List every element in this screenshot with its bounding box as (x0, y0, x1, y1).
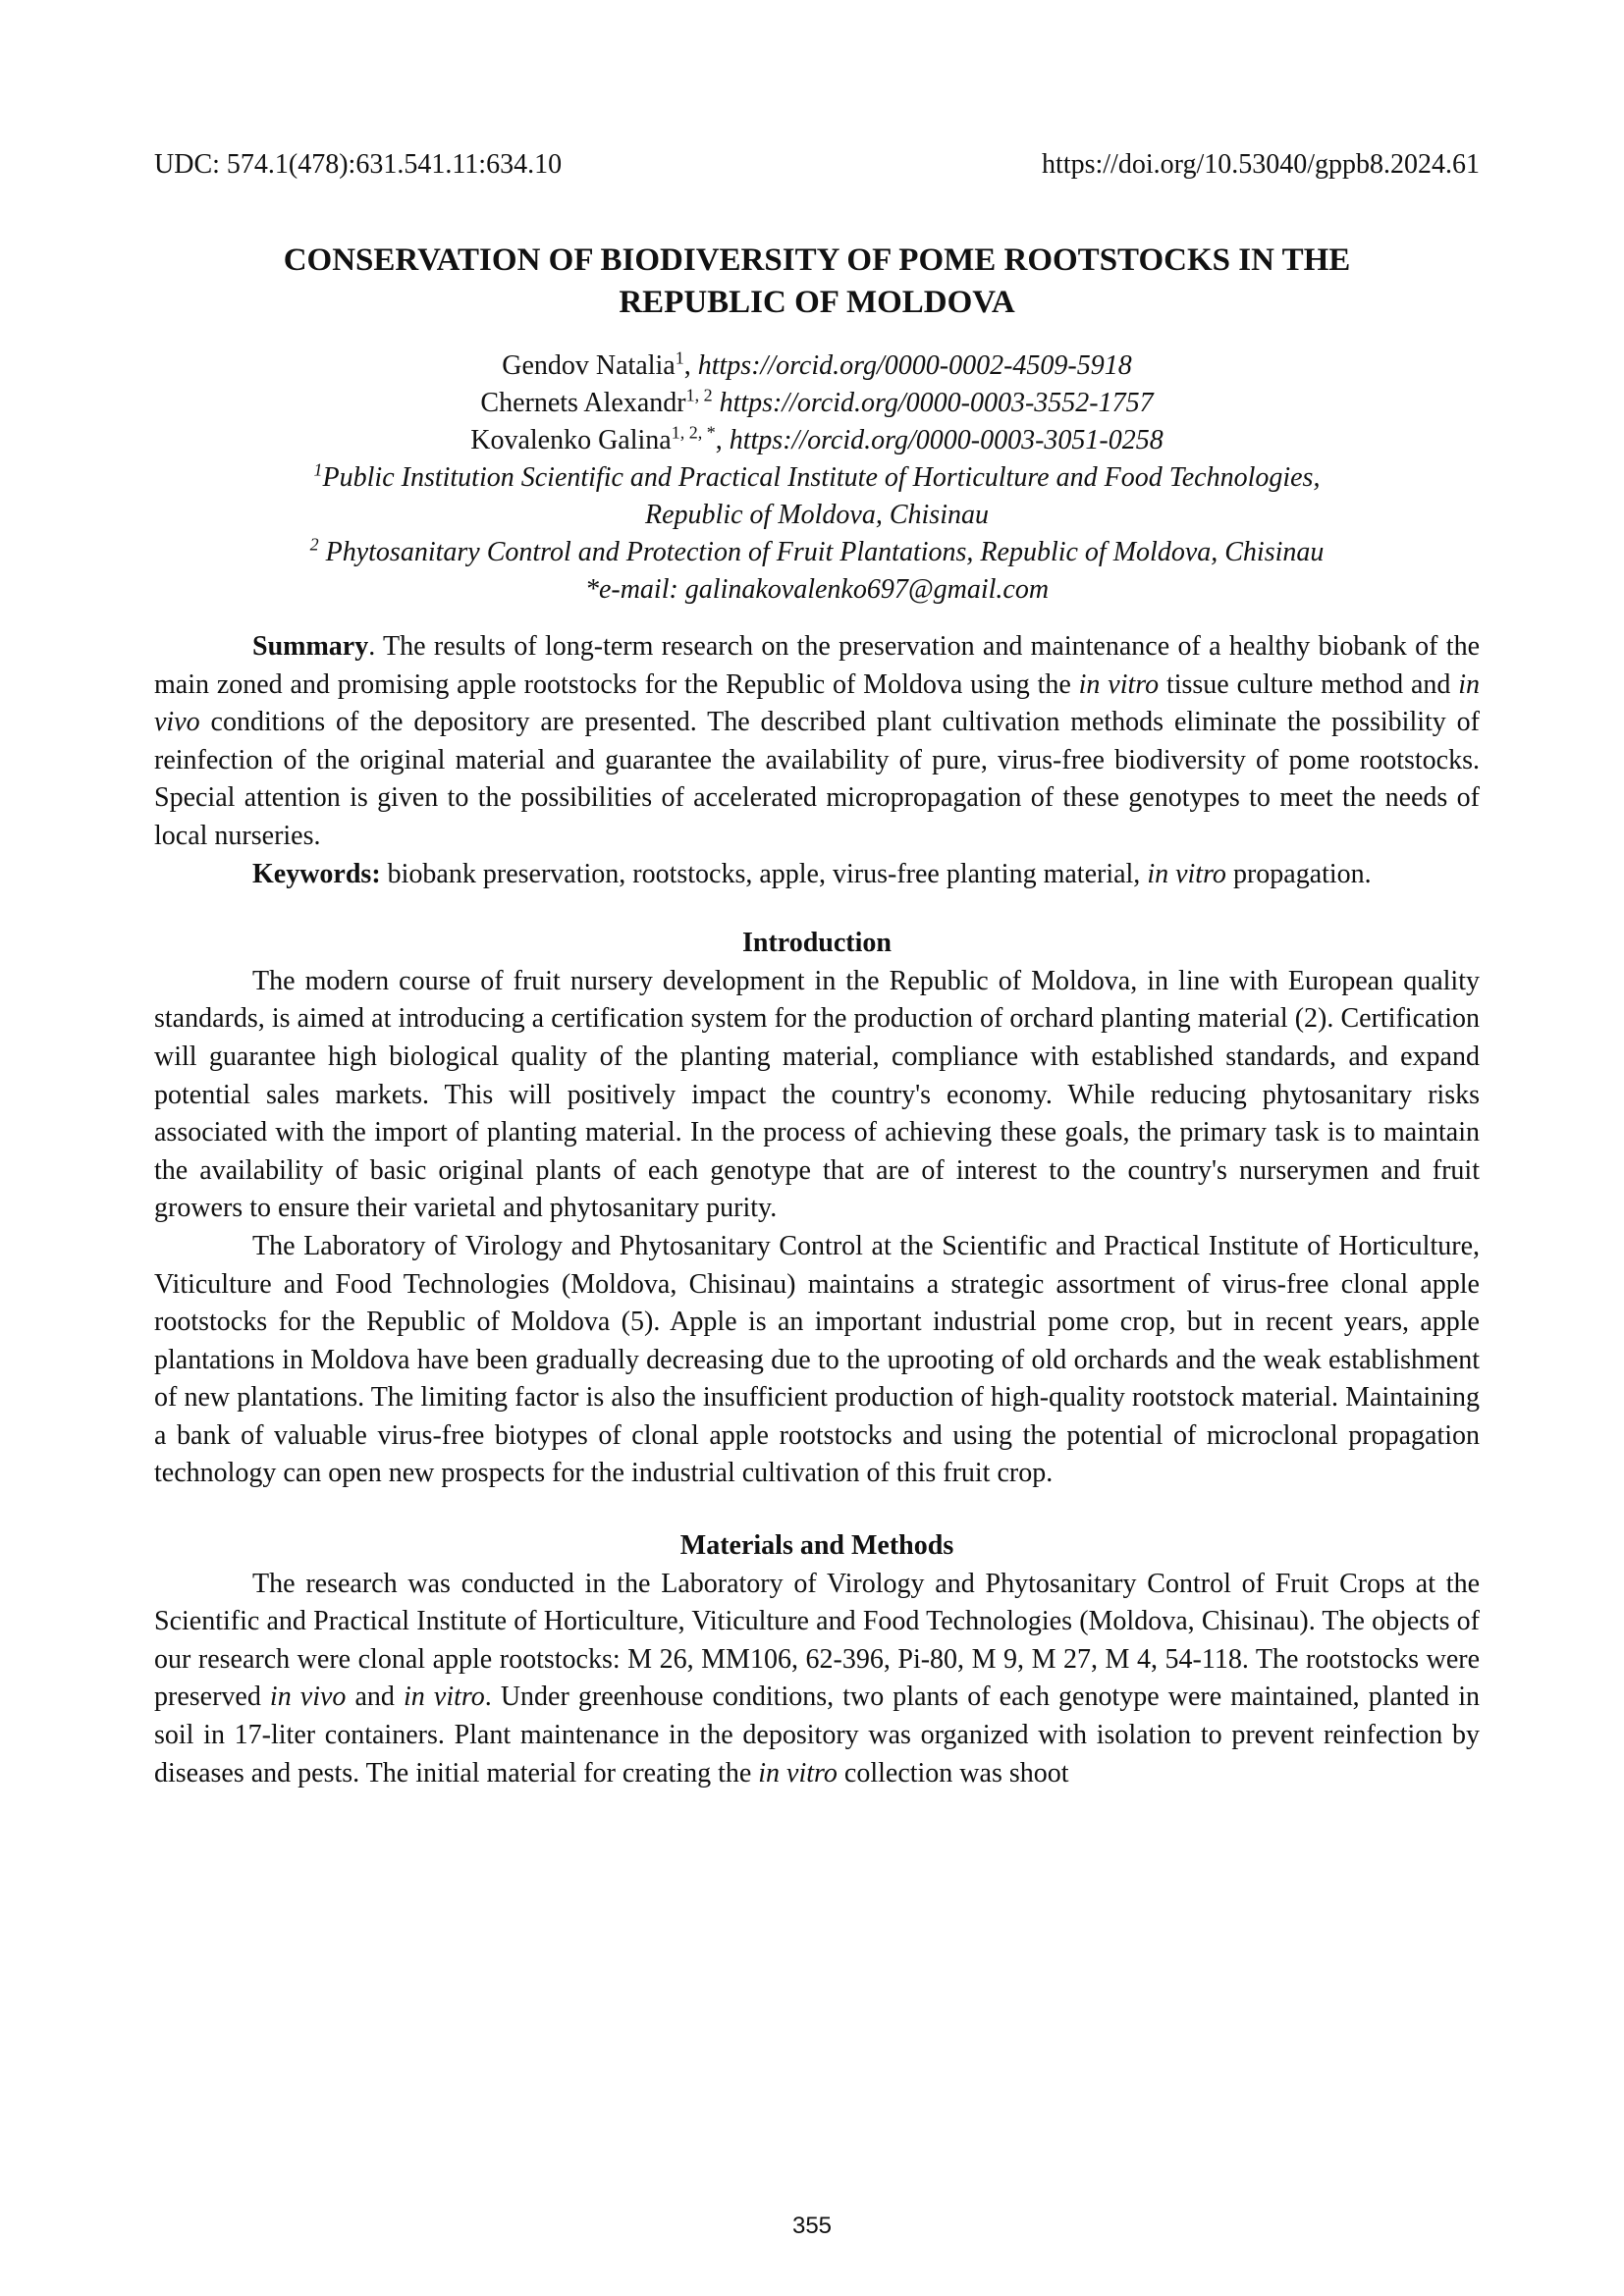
summary-text: . The results of long-term research on the preservation and maintenance of a healthy biobank of the main zoned and promising apple rootstocks for the Republic of Moldova using the (154, 631, 1480, 700)
keywords-text: propagation. (1225, 858, 1372, 889)
author-affil-sup: 1 (675, 347, 684, 368)
title-line-1: CONSERVATION OF BIODIVERSITY OF POME ROOTSTOCKS IN THE (283, 242, 1351, 278)
affiliation-2 (154, 534, 1480, 571)
author-sep (713, 388, 720, 418)
summary-italic: in vivo (154, 668, 1481, 738)
author-orcid-link[interactable]: https://orcid.org/0000-0003-3051-0258 (729, 425, 1164, 455)
section-heading-introduction: Introduction (742, 928, 892, 959)
affiliation-1 (154, 459, 1480, 497)
author-orcid-link[interactable]: https://orcid.org/0000-0003-3552-1757 (719, 388, 1154, 418)
methods-italic: in vitro (404, 1682, 485, 1713)
author-name: Gendov Natalia (502, 350, 676, 381)
summary-text: conditions of the depository are presented. The described plant cultivation methods eliminate the possibility of reinfection of the original material and guarantee the availability of pure, virus-free biodiversity of pome rootstocks. Special attention is given to the possibilities of accelerated micropropagation of these genotypes to meet the needs of local nurseries. (154, 707, 1480, 851)
author-sep: , (715, 425, 730, 455)
author-affil-sup: 1, 2, * (671, 422, 716, 443)
author-name: Chernets Alexandr (480, 388, 686, 418)
author-orcid-link[interactable]: https://orcid.org/0000-0002-4509-5918 (697, 350, 1132, 381)
udc-code: UDC: 574.1(478):631.541.11:634.10 (154, 149, 563, 180)
methods-text: The research was conducted in the Laboratory of Virology and Phytosanitary Control of Fruit Crops at the Scientific and Practical Institute of Horticulture, Viticulture and Food Technologies (Moldova, Chisinau). The objects of our research were clonal apple rootstocks: M 26, MM106, 62-396, Pi-80, M 9, M 27, M 4, 54-118. The rootstocks were preserved (154, 1568, 1480, 1713)
keywords-text: biobank preservation, rootstocks, apple, virus-free planting material, (380, 858, 1148, 889)
summary-text: tissue culture method and (1159, 668, 1459, 700)
affiliation-sup: 1 (313, 459, 323, 480)
author-name: Kovalenko Galina (470, 425, 672, 455)
keywords-italic: in vitro (1147, 858, 1226, 889)
page (154, 147, 1480, 1792)
methods-text: . Under greenhouse conditions, two plants of each genotype were maintained, planted in soil in 17-liter containers. Plant maintenance in the depository was organized with isolation to prevent reinfection by diseases and pests. The initial material for creating the (154, 1682, 1481, 1789)
author-1 (154, 347, 1480, 385)
author-affil-sup: 1, 2 (685, 385, 713, 405)
page-number: 355 (791, 2213, 833, 2239)
affiliation-text: Public Institution Scientific and Practical Institute of Horticulture and Food Technologies, (322, 462, 1321, 493)
author-3 (154, 422, 1480, 459)
methods-paragraph (154, 1566, 1480, 1793)
title-line-2: REPUBLIC OF MOLDOVA (619, 285, 1015, 320)
author-block (154, 347, 1480, 609)
keywords-paragraph (154, 856, 1480, 894)
summary-label: Summary (252, 631, 369, 662)
summary-italic: in vitro (1078, 668, 1160, 700)
summary-paragraph (154, 628, 1480, 856)
methods-italic: in vivo (269, 1682, 347, 1713)
author-sep: , (683, 350, 698, 381)
author-2 (154, 385, 1480, 422)
keywords-label: Keywords: (252, 858, 381, 889)
affiliation-1-cont: Republic of Moldova, Chisinau (645, 500, 989, 530)
section-heading-methods: Materials and Methods (679, 1530, 954, 1562)
affiliation-sup: 2 (309, 534, 319, 555)
intro-paragraph-2: The Laboratory of Virology and Phytosanitary Control at the Scientific and Practical Institute of Horticulture, Viticulture and Food Technologies (Moldova, Chisinau) maintains a strategic assortment of virus-free clonal apple rootstocks for the Republic of Moldova (5). Apple is an important industrial pome crop, but in recent years, apple plantations in Moldova have been gradually decreasing due to the uprooting of old orchards and the weak establishment of new plantations. The limiting factor is also the insufficient production of high-quality rootstock material. Maintaining a bank of valuable virus-free biotypes of clonal apple rootstocks and using the potential of microclonal propagation technology can open new prospects for the industrial cultivation of this fruit crop. (154, 1230, 1480, 1489)
methods-italic: in vitro (758, 1757, 838, 1789)
running-header (154, 147, 1480, 183)
affiliation-text: Phytosanitary Control and Protection of Fruit Plantations, Republic of Moldova, Chisinau (318, 537, 1325, 567)
doi-link[interactable]: https://doi.org/10.53040/gppb8.2024.61 (1042, 149, 1480, 180)
methods-text: and (346, 1682, 405, 1713)
intro-paragraph-1: The modern course of fruit nursery development in the Republic of Moldova, in line with European quality standards, is aimed at introducing a certification system for the production of orchard planting material (2). Certification will guarantee high biological quality of the planting material, compliance with established standards, and expand potential sales markets. This will positively impact the country's economy. While reducing phytosanitary risks associated with the import of planting material. In the process of achieving these goals, the primary task is to maintain the availability of basic original plants of each genotype that are of interest to the country's nurserymen and fruit growers to ensure their varietal and phytosanitary purity. (154, 965, 1480, 1224)
paper-title (154, 240, 1480, 324)
methods-text: collection was shoot (837, 1757, 1069, 1789)
contact-email[interactable]: *e-mail: galinakovalenko697@gmail.com (584, 574, 1050, 605)
